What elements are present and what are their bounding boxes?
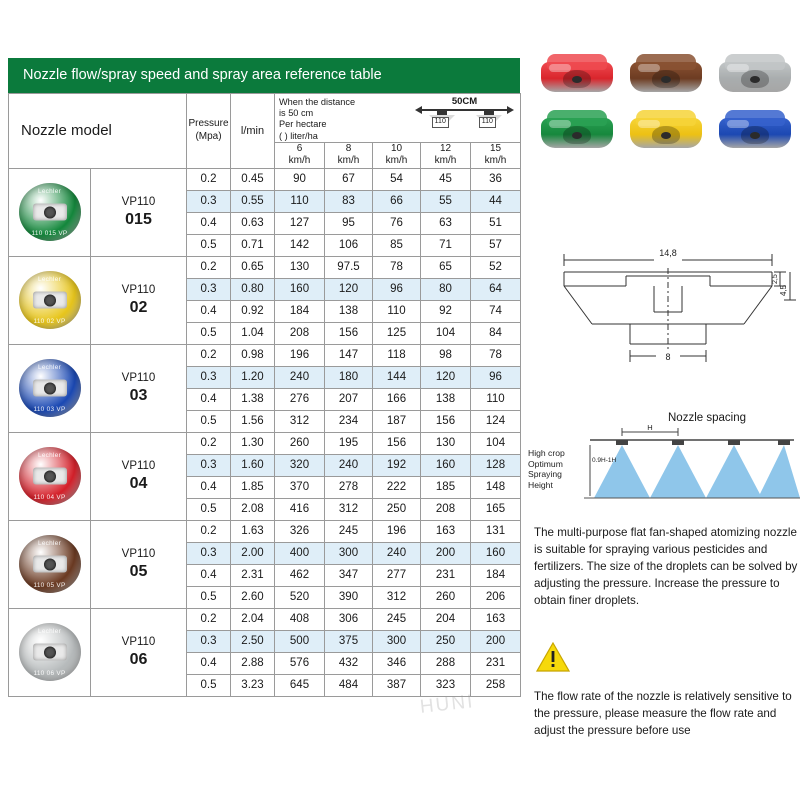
- diagram-dimension-bar: [417, 109, 512, 111]
- table-body: [9, 168, 521, 696]
- header-speed-unit: km/h: [337, 155, 360, 167]
- cell-rate-10kmh: 78: [373, 256, 421, 278]
- cell-rate-8kmh: 106: [325, 234, 373, 256]
- header-speed-value: 10: [390, 143, 403, 155]
- cap-brown: [630, 54, 702, 96]
- cell-pressure: 0.5: [187, 674, 231, 696]
- cap-green: [541, 110, 613, 152]
- diagram-arrow-right-icon: [507, 106, 514, 114]
- nozzle-cap-photos: [538, 54, 794, 152]
- cell-rate-10kmh: 66: [373, 190, 421, 212]
- cell-pressure: 0.5: [187, 498, 231, 520]
- cell-rate-12kmh: 138: [421, 388, 471, 410]
- spacing-dim-h: H: [647, 423, 653, 432]
- cell-rate-15kmh: 131: [471, 520, 521, 542]
- disc-model-text: 110 03 VP: [33, 406, 66, 414]
- cell-rate-8kmh: 207: [325, 388, 373, 410]
- cell-pressure: 0.3: [187, 278, 231, 300]
- cell-rate-15kmh: 206: [471, 586, 521, 608]
- cell-rate-8kmh: 67: [325, 168, 373, 190]
- disc-brand-text: Lechler: [37, 188, 62, 196]
- cell-flow-lmin: 1.30: [231, 432, 275, 454]
- cell-flow-lmin: 1.04: [231, 322, 275, 344]
- cell-flow-lmin: 1.60: [231, 454, 275, 476]
- cell-rate-10kmh: 110: [373, 300, 421, 322]
- disc-model-text: 110 015 VP: [31, 230, 68, 238]
- spacing-label-line-1: Optimum: [528, 458, 563, 469]
- disc-body: [19, 183, 81, 241]
- diagram-50cm-label: 50CM: [451, 96, 478, 107]
- header-nozzle-model: Nozzle model: [9, 94, 187, 169]
- cell-rate-6kmh: 130: [275, 256, 325, 278]
- cell-rate-15kmh: 148: [471, 476, 521, 498]
- cell-rate-12kmh: 231: [421, 564, 471, 586]
- cell-rate-8kmh: 95: [325, 212, 373, 234]
- cell-rate-6kmh: 276: [275, 388, 325, 410]
- header-speed-12: [421, 142, 471, 168]
- nozzle-spacing-diagram: [528, 400, 800, 515]
- cell-rate-6kmh: 110: [275, 190, 325, 212]
- cell-pressure: 0.2: [187, 432, 231, 454]
- cell-rate-10kmh: 277: [373, 564, 421, 586]
- cell-rate-8kmh: 245: [325, 520, 373, 542]
- cell-rate-10kmh: 187: [373, 410, 421, 432]
- header-speed-unit: km/h: [288, 155, 311, 167]
- diagram-angle-a-label: 110: [432, 117, 449, 128]
- cell-flow-lmin: 0.45: [231, 168, 275, 190]
- cell-flow-lmin: 2.88: [231, 652, 275, 674]
- cell-rate-6kmh: 370: [275, 476, 325, 498]
- tech-dim-height-1: 4,5: [779, 284, 788, 296]
- cell-rate-15kmh: 57: [471, 234, 521, 256]
- header-pressure: [187, 94, 231, 169]
- distance-line1: When the distance: [279, 97, 356, 107]
- spray-distance-diagram: [411, 97, 518, 131]
- cell-rate-10kmh: 196: [373, 520, 421, 542]
- cell-flow-lmin: 0.92: [231, 300, 275, 322]
- cell-rate-8kmh: 83: [325, 190, 373, 212]
- cell-rate-12kmh: 204: [421, 608, 471, 630]
- cell-rate-15kmh: 104: [471, 432, 521, 454]
- disc-brand-text: Lechler: [37, 540, 62, 548]
- cell-rate-8kmh: 312: [325, 498, 373, 520]
- cell-rate-15kmh: 64: [471, 278, 521, 300]
- cell-rate-12kmh: 156: [421, 410, 471, 432]
- cell-rate-8kmh: 234: [325, 410, 373, 432]
- model-series-label: VP110: [121, 547, 156, 560]
- header-speed-6: [275, 142, 325, 168]
- cell-rate-12kmh: 185: [421, 476, 471, 498]
- cap-highlight: [549, 64, 571, 72]
- cell-rate-12kmh: 104: [421, 322, 471, 344]
- distance-line4: ( ) liter/ha: [279, 130, 318, 141]
- cell-rate-6kmh: 312: [275, 410, 325, 432]
- cell-flow-lmin: 1.56: [231, 410, 275, 432]
- cell-rate-12kmh: 71: [421, 234, 471, 256]
- cell-rate-6kmh: 462: [275, 564, 325, 586]
- cell-flow-lmin: 0.98: [231, 344, 275, 366]
- disc-model-text: 110 02 VP: [33, 318, 66, 326]
- cell-flow-lmin: 2.00: [231, 542, 275, 564]
- cell-rate-6kmh: 260: [275, 432, 325, 454]
- nozzle-model-04: [91, 432, 187, 520]
- disc-brand-text: Lechler: [37, 628, 62, 636]
- cell-rate-10kmh: 387: [373, 674, 421, 696]
- cell-rate-10kmh: 156: [373, 432, 421, 454]
- table-row: [9, 344, 521, 366]
- cell-flow-lmin: 2.50: [231, 630, 275, 652]
- cell-pressure: 0.4: [187, 388, 231, 410]
- cell-rate-6kmh: 576: [275, 652, 325, 674]
- cell-rate-6kmh: 142: [275, 234, 325, 256]
- cap-grey: [719, 54, 791, 96]
- cell-rate-12kmh: 130: [421, 432, 471, 454]
- disc-body: [19, 535, 81, 593]
- distance-line3: Per hectare: [279, 119, 327, 130]
- spacing-title: Nozzle spacing: [668, 412, 746, 424]
- header-distance-note: [275, 94, 521, 143]
- cell-pressure: 0.2: [187, 608, 231, 630]
- nozzle-disc-05: [9, 520, 91, 608]
- cell-rate-12kmh: 98: [421, 344, 471, 366]
- cell-flow-lmin: 1.85: [231, 476, 275, 498]
- tech-dim-width: 14,8: [659, 248, 677, 258]
- model-series-label: VP110: [121, 283, 156, 296]
- cell-flow-lmin: 0.71: [231, 234, 275, 256]
- disc-orifice-slot: [33, 380, 67, 397]
- cell-rate-10kmh: 250: [373, 498, 421, 520]
- cell-rate-15kmh: 165: [471, 498, 521, 520]
- diagram-angle-b-label: 110: [479, 117, 496, 128]
- cell-flow-lmin: 0.63: [231, 212, 275, 234]
- cell-rate-8kmh: 97.5: [325, 256, 373, 278]
- cell-rate-6kmh: 90: [275, 168, 325, 190]
- warning-triangle-svg: [536, 642, 570, 672]
- table-row: [9, 608, 521, 630]
- cell-pressure: 0.4: [187, 476, 231, 498]
- table-row: [9, 256, 521, 278]
- disc-model-text: 110 04 VP: [33, 494, 66, 502]
- cell-flow-lmin: 1.20: [231, 366, 275, 388]
- tech-dim-height-2: 2,5: [772, 274, 779, 284]
- cell-rate-15kmh: 52: [471, 256, 521, 278]
- cell-rate-6kmh: 320: [275, 454, 325, 476]
- cell-rate-12kmh: 250: [421, 630, 471, 652]
- nozzle-model-06: [91, 608, 187, 696]
- cell-rate-10kmh: 118: [373, 344, 421, 366]
- cap-highlight: [727, 120, 749, 128]
- spacing-label-line-2: Spraying: [528, 469, 562, 480]
- tech-dim-base: 8: [665, 352, 671, 362]
- cell-pressure: 0.4: [187, 652, 231, 674]
- cell-rate-10kmh: 166: [373, 388, 421, 410]
- cell-rate-15kmh: 84: [471, 322, 521, 344]
- cell-rate-15kmh: 44: [471, 190, 521, 212]
- model-size-label: 05: [129, 562, 148, 580]
- cell-pressure: 0.3: [187, 190, 231, 212]
- nozzle-reference-table: [8, 93, 521, 697]
- cell-rate-6kmh: 127: [275, 212, 325, 234]
- cell-flow-lmin: 1.38: [231, 388, 275, 410]
- cell-rate-15kmh: 36: [471, 168, 521, 190]
- cell-rate-10kmh: 54: [373, 168, 421, 190]
- table-row: [9, 168, 521, 190]
- cell-rate-8kmh: 180: [325, 366, 373, 388]
- cell-rate-6kmh: 400: [275, 542, 325, 564]
- cell-pressure: 0.5: [187, 410, 231, 432]
- cell-rate-12kmh: 80: [421, 278, 471, 300]
- cell-rate-15kmh: 124: [471, 410, 521, 432]
- header-pressure-line2: (Mpa): [195, 130, 222, 142]
- cap-highlight: [638, 64, 660, 72]
- cap-red: [541, 54, 613, 96]
- header-lmin: l/min: [231, 94, 275, 169]
- cell-rate-8kmh: 300: [325, 542, 373, 564]
- cell-rate-12kmh: 208: [421, 498, 471, 520]
- cell-rate-15kmh: 258: [471, 674, 521, 696]
- right-column: [528, 0, 800, 800]
- nozzle-model-015: [91, 168, 187, 256]
- cell-rate-12kmh: 65: [421, 256, 471, 278]
- cell-flow-lmin: 0.80: [231, 278, 275, 300]
- cell-rate-12kmh: 63: [421, 212, 471, 234]
- table-header: [9, 94, 521, 169]
- disc-brand-text: Lechler: [37, 276, 62, 284]
- cell-rate-6kmh: 408: [275, 608, 325, 630]
- cell-rate-15kmh: 163: [471, 608, 521, 630]
- cap-orifice: [572, 132, 582, 139]
- cap-highlight: [638, 120, 660, 128]
- description-paragraph-1: The multi-purpose flat fan-shaped atomizing nozzle is suitable for spraying various pesticides and fertilizers. The size of the droplets can be solved by adjusting the pressure. Increase the pressure to obtain finer droplets.: [534, 526, 798, 608]
- cell-flow-lmin: 0.65: [231, 256, 275, 278]
- cap-orifice: [572, 76, 582, 83]
- nozzle-disc-015: [9, 168, 91, 256]
- cell-pressure: 0.4: [187, 300, 231, 322]
- cell-rate-10kmh: 96: [373, 278, 421, 300]
- header-speed-value: 6: [296, 143, 303, 155]
- cell-rate-6kmh: 196: [275, 344, 325, 366]
- description-paragraph-2: The flow rate of the nozzle is relatively sensitive to the pressure, please measure the flow rate and adjust the pressure before use: [534, 690, 792, 738]
- disc-orifice-slot: [33, 204, 67, 221]
- cell-rate-10kmh: 192: [373, 454, 421, 476]
- cell-rate-10kmh: 125: [373, 322, 421, 344]
- cell-rate-12kmh: 323: [421, 674, 471, 696]
- cell-rate-12kmh: 288: [421, 652, 471, 674]
- table-title: Nozzle flow/spray speed and spray area reference table: [8, 58, 520, 93]
- cap-orifice: [661, 76, 671, 83]
- cell-flow-lmin: 2.31: [231, 564, 275, 586]
- cell-pressure: 0.2: [187, 520, 231, 542]
- model-size-label: 03: [129, 386, 148, 404]
- cell-rate-15kmh: 51: [471, 212, 521, 234]
- model-series-label: VP110: [121, 371, 156, 384]
- cell-pressure: 0.5: [187, 234, 231, 256]
- reference-table-block: [8, 58, 520, 697]
- header-speed-15: [471, 142, 521, 168]
- cell-rate-12kmh: 163: [421, 520, 471, 542]
- cell-rate-15kmh: 160: [471, 542, 521, 564]
- cell-pressure: 0.3: [187, 366, 231, 388]
- header-speed-unit: km/h: [434, 155, 457, 167]
- cell-flow-lmin: 1.63: [231, 520, 275, 542]
- cap-yellow: [630, 110, 702, 152]
- cell-rate-15kmh: 74: [471, 300, 521, 322]
- model-size-label: 04: [129, 474, 148, 492]
- cell-rate-12kmh: 92: [421, 300, 471, 322]
- nozzle-disc-03: [9, 344, 91, 432]
- nozzle-model-02: [91, 256, 187, 344]
- disc-orifice-slot: [33, 644, 67, 661]
- cell-pressure: 0.4: [187, 564, 231, 586]
- spacing-svg: [528, 400, 800, 515]
- cell-rate-6kmh: 326: [275, 520, 325, 542]
- cap-highlight: [549, 120, 571, 128]
- spacing-dim-height: 0.9H-1H: [592, 457, 617, 464]
- cell-rate-12kmh: 260: [421, 586, 471, 608]
- model-size-label: 06: [129, 650, 148, 668]
- cell-rate-10kmh: 144: [373, 366, 421, 388]
- nozzle-disc-02: [9, 256, 91, 344]
- disc-orifice-slot: [33, 468, 67, 485]
- cell-rate-8kmh: 484: [325, 674, 373, 696]
- model-size-label: 015: [125, 210, 152, 228]
- model-size-label: 02: [129, 298, 148, 316]
- cell-rate-12kmh: 120: [421, 366, 471, 388]
- cell-rate-10kmh: 240: [373, 542, 421, 564]
- cell-pressure: 0.2: [187, 256, 231, 278]
- cell-rate-8kmh: 120: [325, 278, 373, 300]
- nozzle-model-03: [91, 344, 187, 432]
- cell-rate-8kmh: 347: [325, 564, 373, 586]
- model-series-label: VP110: [121, 195, 156, 208]
- watermark: HUNI: [418, 691, 476, 718]
- cell-pressure: 0.3: [187, 542, 231, 564]
- header-speed-unit: km/h: [484, 155, 507, 167]
- cell-pressure: 0.2: [187, 344, 231, 366]
- disc-model-text: 110 05 VP: [33, 582, 66, 590]
- warning-triangle-icon: [536, 642, 570, 672]
- cell-pressure: 0.4: [187, 212, 231, 234]
- cell-rate-8kmh: 375: [325, 630, 373, 652]
- cell-rate-8kmh: 138: [325, 300, 373, 322]
- cell-flow-lmin: 2.04: [231, 608, 275, 630]
- header-speed-unit: km/h: [385, 155, 408, 167]
- cell-pressure: 0.5: [187, 586, 231, 608]
- cell-rate-10kmh: 85: [373, 234, 421, 256]
- cell-rate-15kmh: 128: [471, 454, 521, 476]
- cell-rate-8kmh: 306: [325, 608, 373, 630]
- cell-flow-lmin: 3.23: [231, 674, 275, 696]
- disc-body: [19, 447, 81, 505]
- cell-rate-6kmh: 160: [275, 278, 325, 300]
- cap-blue: [719, 110, 791, 152]
- cell-rate-8kmh: 432: [325, 652, 373, 674]
- disc-brand-text: Lechler: [37, 364, 62, 372]
- disc-orifice-slot: [33, 556, 67, 573]
- cell-rate-15kmh: 200: [471, 630, 521, 652]
- cell-rate-15kmh: 184: [471, 564, 521, 586]
- cap-highlight: [727, 64, 749, 72]
- cell-rate-15kmh: 110: [471, 388, 521, 410]
- cell-rate-10kmh: 245: [373, 608, 421, 630]
- model-series-label: VP110: [121, 459, 156, 472]
- cell-flow-lmin: 2.60: [231, 586, 275, 608]
- disc-orifice-slot: [33, 292, 67, 309]
- table-row: [9, 432, 521, 454]
- cell-rate-15kmh: 78: [471, 344, 521, 366]
- cell-pressure: 0.5: [187, 322, 231, 344]
- cell-rate-10kmh: 76: [373, 212, 421, 234]
- header-pressure-line1: Pressure: [188, 118, 229, 130]
- cell-flow-lmin: 0.55: [231, 190, 275, 212]
- cap-orifice: [661, 132, 671, 139]
- cell-rate-6kmh: 520: [275, 586, 325, 608]
- technical-drawing: [534, 238, 796, 378]
- disc-body: [19, 623, 81, 681]
- model-series-label: VP110: [121, 635, 156, 648]
- cell-rate-10kmh: 300: [373, 630, 421, 652]
- cell-rate-6kmh: 208: [275, 322, 325, 344]
- cell-rate-6kmh: 416: [275, 498, 325, 520]
- spacing-label-line-3: Height: [528, 480, 553, 491]
- cell-rate-8kmh: 278: [325, 476, 373, 498]
- cell-rate-6kmh: 184: [275, 300, 325, 322]
- cell-rate-8kmh: 240: [325, 454, 373, 476]
- nozzle-model-05: [91, 520, 187, 608]
- cell-rate-8kmh: 156: [325, 322, 373, 344]
- cell-pressure: 0.3: [187, 630, 231, 652]
- cell-pressure: 0.3: [187, 454, 231, 476]
- cell-rate-6kmh: 500: [275, 630, 325, 652]
- cell-rate-15kmh: 231: [471, 652, 521, 674]
- header-speed-8: [325, 142, 373, 168]
- nozzle-disc-04: [9, 432, 91, 520]
- cell-rate-15kmh: 96: [471, 366, 521, 388]
- header-speed-value: 12: [439, 143, 452, 155]
- cell-rate-8kmh: 195: [325, 432, 373, 454]
- cell-rate-10kmh: 346: [373, 652, 421, 674]
- cell-rate-10kmh: 312: [373, 586, 421, 608]
- cell-rate-10kmh: 222: [373, 476, 421, 498]
- cell-rate-12kmh: 55: [421, 190, 471, 212]
- disc-body: [19, 359, 81, 417]
- cell-rate-12kmh: 200: [421, 542, 471, 564]
- table-row: [9, 520, 521, 542]
- diagram-arrow-left-icon: [415, 106, 422, 114]
- nozzle-disc-06: [9, 608, 91, 696]
- cell-rate-12kmh: 160: [421, 454, 471, 476]
- header-speed-10: [373, 142, 421, 168]
- header-speed-value: 8: [345, 143, 352, 155]
- cell-rate-6kmh: 240: [275, 366, 325, 388]
- disc-body: [19, 271, 81, 329]
- cell-flow-lmin: 2.08: [231, 498, 275, 520]
- technical-drawing-svg: [534, 238, 796, 378]
- cell-rate-6kmh: 645: [275, 674, 325, 696]
- distance-line2: is 50 cm: [279, 108, 314, 119]
- cell-rate-12kmh: 45: [421, 168, 471, 190]
- header-speed-value: 15: [489, 143, 502, 155]
- cell-rate-8kmh: 390: [325, 586, 373, 608]
- disc-brand-text: Lechler: [37, 452, 62, 460]
- spacing-label-line-0: High crop: [528, 448, 565, 458]
- cell-pressure: 0.2: [187, 168, 231, 190]
- disc-model-text: 110 06 VP: [33, 670, 66, 678]
- cell-rate-8kmh: 147: [325, 344, 373, 366]
